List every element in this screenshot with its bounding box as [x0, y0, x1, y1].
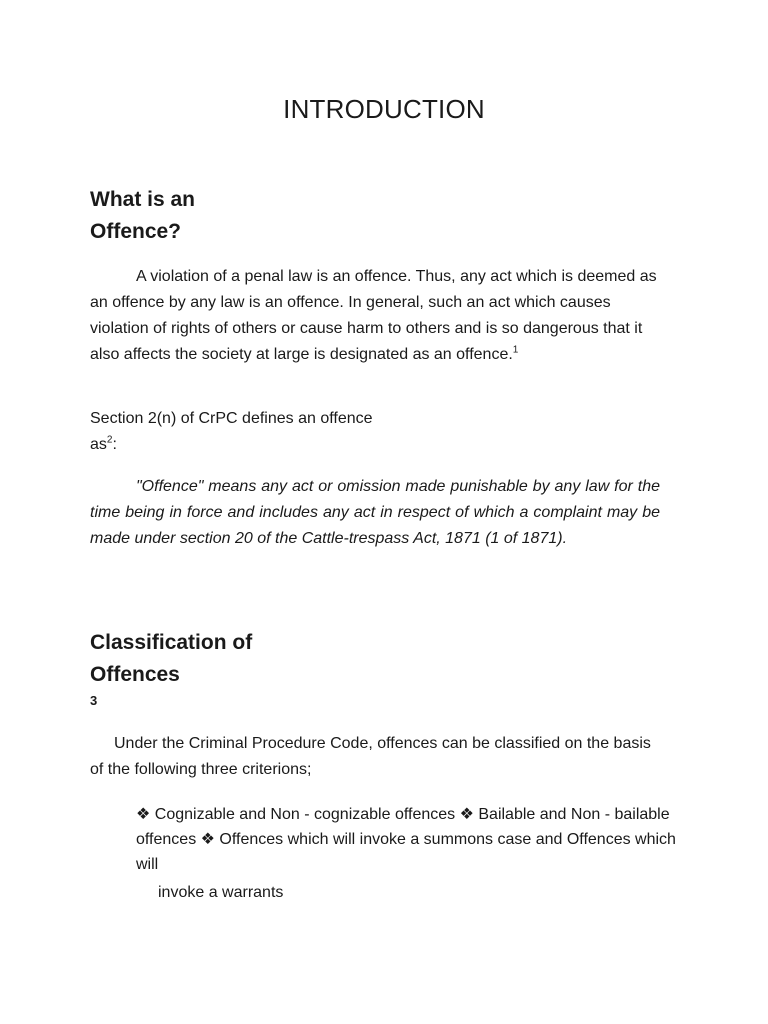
offence-definition-paragraph	[90, 264, 660, 368]
footnote-ref-2: 2	[106, 434, 113, 446]
footnote-ref-1: 1	[512, 344, 519, 356]
heading-line-1: Classification of	[90, 631, 253, 654]
crpc-section-paragraph	[90, 406, 660, 458]
paragraph-line-2: as	[90, 436, 107, 453]
heading-line-2: Offence?	[90, 220, 182, 243]
paragraph-colon: :	[112, 436, 117, 453]
offence-quote: "Offence" means any act or omission made punishable by any law for the time being in force and includes any act in respect of which a complaint may be made under section 20 of the Cattle-trespass Act, 1871 (1 of 1871).	[90, 478, 660, 547]
heading-classification	[90, 627, 252, 723]
paragraph-text: A violation of a penal law is an offence. Thus, any act which is deemed as an offence by any law is an offence. In general, such an act which causes violation of rights of others or cause harm to others and is so dangerous that it also affects the society at large is designated as an offence.	[90, 268, 657, 363]
paragraph-line-1: Section 2(n) of CrPC defines an offence	[90, 410, 373, 427]
heading-line-1: What is an	[90, 188, 196, 211]
classification-intro: Under the Criminal Procedure Code, offences can be classified on the basis of the following three criterions;	[90, 735, 651, 778]
footnote-ref-3: 3	[90, 693, 98, 708]
heading-what-is-offence	[90, 184, 195, 248]
classification-last-line: invoke a warrants	[158, 884, 284, 901]
heading-line-2	[90, 659, 252, 723]
heading-line-2-text: Offences	[90, 663, 180, 686]
page-title: INTRODUCTION	[283, 94, 485, 124]
classification-bullets: ❖ Cognizable and Non - cognizable offences ❖ Bailable and Non - bailable offences ❖ Offences which will invoke a summons case and Offences which will	[136, 806, 676, 873]
